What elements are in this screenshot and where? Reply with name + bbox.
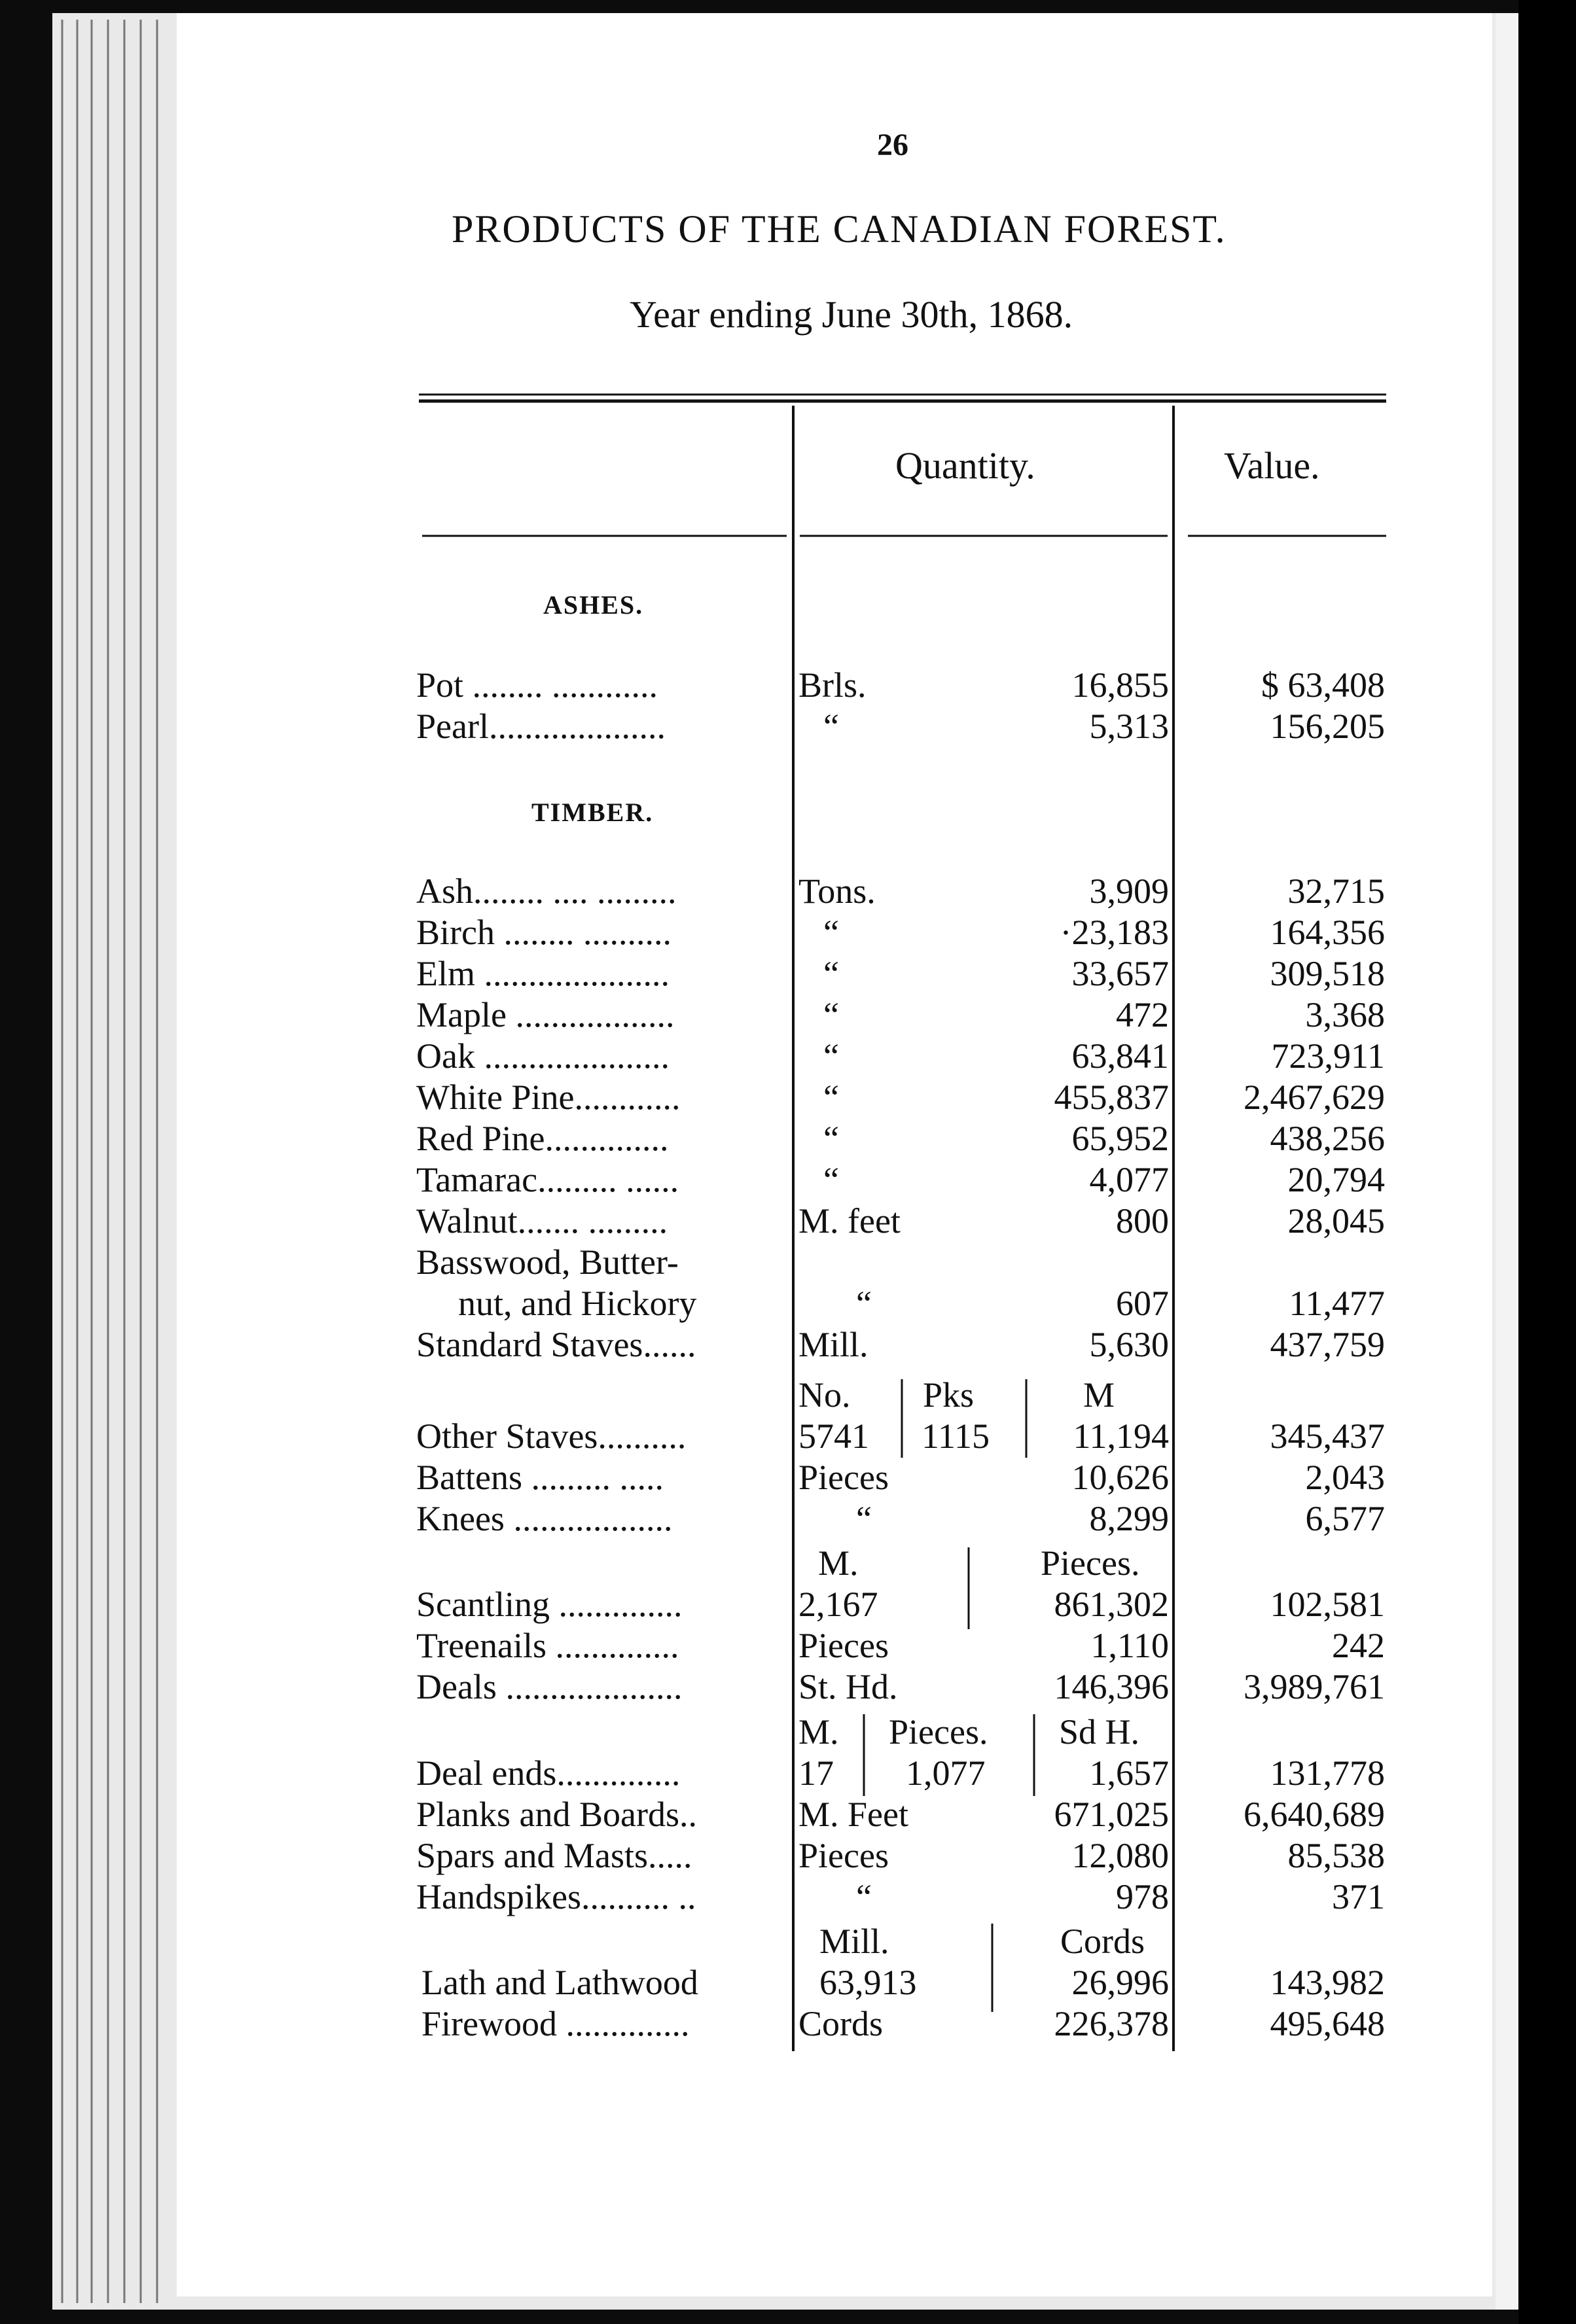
row-unit: Brls. — [798, 665, 867, 705]
row-unit-secondary: 1115 — [922, 1417, 990, 1456]
row-unit: “ — [823, 707, 839, 746]
row-unit: No. — [798, 1375, 851, 1415]
row-label: Spars and Masts..... — [416, 1836, 692, 1875]
row-quantity: 33,657 — [1071, 954, 1169, 993]
row-unit: M. Feet — [798, 1795, 908, 1834]
row-unit: 17 — [798, 1753, 834, 1793]
row-value: 156,205 — [1270, 707, 1385, 746]
row-value: 437,759 — [1270, 1325, 1385, 1364]
row-unit: M. — [798, 1712, 839, 1752]
row-quantity: 16,855 — [1071, 665, 1169, 705]
row-label: Deals .................... — [416, 1667, 683, 1706]
row-label: Knees .................. — [416, 1499, 673, 1538]
row-quantity: 4,077 — [1089, 1160, 1169, 1199]
row-value: 371 — [1332, 1877, 1385, 1916]
row-label: Planks and Boards.. — [416, 1795, 697, 1834]
value-column-header: Value. — [1224, 444, 1320, 487]
row-unit: “ — [823, 954, 839, 993]
row-unit: Pieces — [798, 1458, 889, 1497]
row-unit-secondary: 1,077 — [906, 1753, 986, 1793]
row-label: Birch ........ .......... — [416, 913, 672, 952]
row-unit: “ — [823, 1160, 839, 1199]
row-quantity: 455,837 — [1054, 1078, 1169, 1117]
row-unit: “ — [856, 1499, 872, 1538]
row-quantity: 861,302 — [1054, 1585, 1169, 1624]
row-unit: “ — [856, 1284, 872, 1323]
row-label: Ash........ .... ......... — [416, 872, 677, 911]
row-value: 28,045 — [1287, 1201, 1385, 1241]
row-value: 495,648 — [1270, 2004, 1385, 2043]
row-quantity: 978 — [1116, 1877, 1169, 1916]
row-value: 131,778 — [1270, 1753, 1385, 1793]
row-quantity: 671,025 — [1054, 1795, 1169, 1834]
row-quantity: 5,630 — [1089, 1325, 1169, 1364]
quantity-column-header: Quantity. — [895, 444, 1035, 487]
row-label: Firewood .............. — [421, 2004, 690, 2043]
row-quantity: Sd H. — [1059, 1712, 1140, 1752]
row-unit: “ — [823, 1036, 839, 1076]
row-label: Treenails .............. — [416, 1626, 679, 1665]
row-label: Scantling .............. — [416, 1585, 683, 1624]
row-quantity: ·23,183 — [1060, 913, 1169, 952]
row-unit: “ — [823, 913, 839, 952]
row-value: 143,982 — [1270, 1963, 1385, 2002]
row-value: 438,256 — [1270, 1119, 1385, 1158]
row-label: Pot ........ ............ — [416, 665, 658, 705]
row-quantity: 800 — [1116, 1201, 1169, 1241]
row-value: 2,467,629 — [1244, 1078, 1385, 1117]
row-value: 164,356 — [1270, 913, 1385, 952]
row-value: $ 63,408 — [1261, 665, 1385, 705]
row-label: Lath and Lathwood — [421, 1963, 698, 2002]
row-value: 723,911 — [1271, 1036, 1385, 1076]
row-quantity: 26,996 — [1071, 1963, 1169, 2002]
row-unit: “ — [823, 1119, 839, 1158]
row-label: Handspikes.......... .. — [416, 1877, 696, 1916]
row-quantity: 226,378 — [1054, 2004, 1169, 2043]
row-value: 345,437 — [1270, 1417, 1385, 1456]
row-unit: “ — [856, 1877, 872, 1916]
row-label: Deal ends.............. — [416, 1753, 681, 1793]
row-value: 11,477 — [1289, 1284, 1385, 1323]
row-label: White Pine............ — [416, 1078, 681, 1117]
row-value: 6,640,689 — [1244, 1795, 1385, 1834]
row-label: Oak ..................... — [416, 1036, 670, 1076]
row-quantity: 8,299 — [1089, 1499, 1169, 1538]
row-unit: M. — [818, 1543, 859, 1583]
row-value: 102,581 — [1270, 1585, 1385, 1624]
row-quantity: Cords — [1060, 1922, 1145, 1961]
row-label: Battens ......... ..... — [416, 1458, 664, 1497]
row-quantity: 10,626 — [1071, 1458, 1169, 1497]
row-quantity: 11,194 — [1073, 1417, 1169, 1456]
row-unit: Cords — [798, 2004, 884, 2043]
row-unit: 63,913 — [819, 1963, 917, 2002]
row-quantity: 3,909 — [1089, 872, 1169, 911]
row-value: 2,043 — [1305, 1458, 1385, 1497]
row-unit: 2,167 — [798, 1585, 878, 1624]
row-label: Tamarac......... ...... — [416, 1160, 679, 1199]
row-quantity: M — [1083, 1375, 1115, 1415]
row-unit-secondary: Pieces. — [889, 1712, 988, 1752]
row-unit: “ — [823, 1078, 839, 1117]
row-value: 85,538 — [1287, 1836, 1385, 1875]
row-quantity: 146,396 — [1054, 1667, 1169, 1706]
row-quantity: 1,110 — [1090, 1626, 1169, 1665]
row-unit: Tons. — [798, 872, 876, 911]
row-value: 3,368 — [1305, 995, 1385, 1034]
row-value: 32,715 — [1287, 872, 1385, 911]
row-label: Maple .................. — [416, 995, 675, 1034]
row-unit: M. feet — [798, 1201, 901, 1241]
row-unit: Mill. — [798, 1325, 869, 1364]
row-unit: St. Hd. — [798, 1667, 898, 1706]
row-label: Basswood, Butter- — [416, 1242, 679, 1282]
row-label: Elm ..................... — [416, 954, 670, 993]
row-label: Standard Staves...... — [416, 1325, 696, 1364]
section-heading-timber: TIMBER. — [531, 798, 654, 827]
row-value: 3,989,761 — [1244, 1667, 1385, 1706]
row-quantity: 65,952 — [1071, 1119, 1169, 1158]
page-subtitle: Year ending June 30th, 1868. — [630, 293, 1073, 336]
page-title: PRODUCTS OF THE CANADIAN FOREST. — [452, 207, 1227, 251]
row-value: 309,518 — [1270, 954, 1385, 993]
row-value: 242 — [1332, 1626, 1385, 1665]
row-unit: “ — [823, 995, 839, 1034]
row-label: Red Pine.............. — [416, 1119, 669, 1158]
section-heading-ashes: ASHES. — [543, 590, 644, 620]
row-unit: Pieces — [798, 1626, 889, 1665]
row-value: 6,577 — [1305, 1499, 1385, 1538]
row-unit: 5741 — [798, 1417, 869, 1456]
row-quantity: 12,080 — [1071, 1836, 1169, 1875]
row-unit: Pieces — [798, 1836, 889, 1875]
row-label: Pearl.................... — [416, 707, 666, 746]
row-label: Walnut....... ......... — [416, 1201, 668, 1241]
page-number: 26 — [877, 128, 908, 162]
row-quantity: Pieces. — [1041, 1543, 1140, 1583]
row-value: 20,794 — [1287, 1160, 1385, 1199]
row-label: nut, and Hickory — [458, 1284, 697, 1323]
row-quantity: 472 — [1116, 995, 1169, 1034]
row-label: Other Staves.......... — [416, 1417, 687, 1456]
row-quantity: 607 — [1116, 1284, 1169, 1323]
row-quantity: 1,657 — [1089, 1753, 1169, 1793]
row-quantity: 63,841 — [1071, 1036, 1169, 1076]
row-unit-secondary: Pks — [923, 1375, 975, 1415]
row-unit: Mill. — [819, 1922, 889, 1961]
row-quantity: 5,313 — [1089, 707, 1169, 746]
